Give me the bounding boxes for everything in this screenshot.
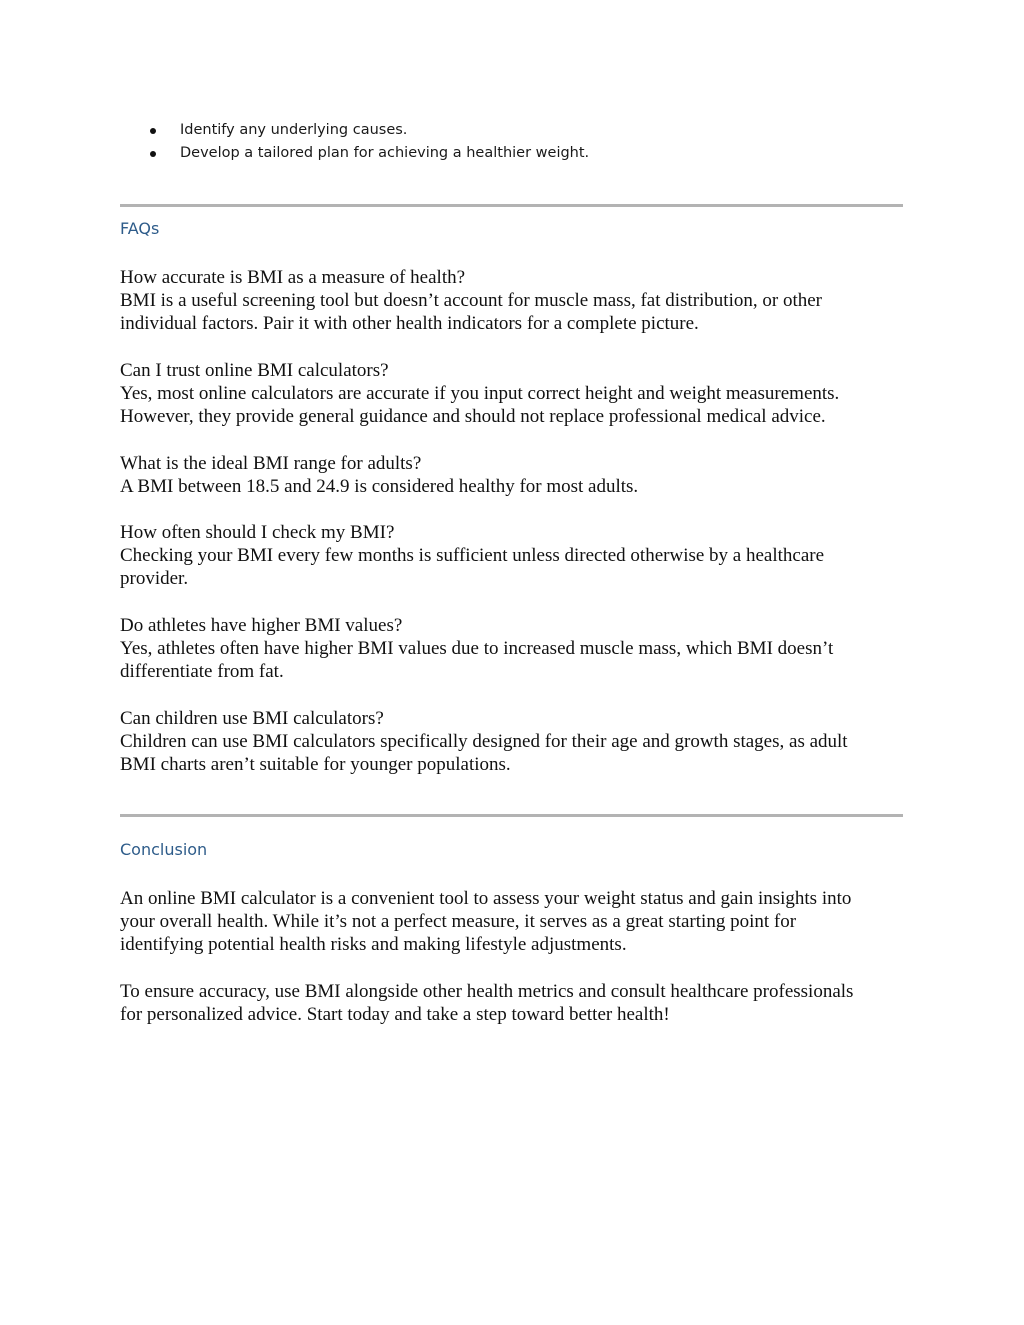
bullet-text: Develop a tailored plan for achieving a healthier weight. [180,145,590,161]
section-divider [120,814,903,817]
paragraph-line: An online BMI calculator is a convenient tool to assess your weight status and gain insights into [120,888,852,909]
faq-answer-line: However, they provide general guidance and should not replace professional medical advice. [120,406,826,428]
conclusion-paragraph [120,887,910,957]
faq-question: Do athletes have higher BMI values? [120,615,403,636]
paragraph-line: for personalized advice. Start today and take a step toward better health! [120,1004,670,1026]
bullet-icon [150,128,156,134]
paragraph-line: To ensure accuracy, use BMI alongside other health metrics and consult healthcare professionals [120,981,854,1002]
faqs-heading: FAQs [120,219,160,238]
faq-item [120,707,910,777]
faq-answer-line: provider. [120,568,189,590]
faq-answer-line: Children can use BMI calculators specifically designed for their age and growth stages, as adult [120,731,848,753]
faq-answer-line: individual factors. Pair it with other health indicators for a complete picture. [120,313,699,335]
conclusion-heading: Conclusion [120,840,208,859]
faq-question: Can I trust online BMI calculators? [120,360,389,381]
faq-item [120,266,910,336]
faq-question: Can children use BMI calculators? [120,708,384,729]
faq-answer-line: BMI charts aren’t suitable for younger populations. [120,754,511,776]
section-divider [120,204,903,207]
faq-item [120,521,910,591]
faq-item [120,614,910,684]
bullet-text: Identify any underlying causes. [180,122,408,138]
bullet-item [150,142,589,165]
faq-question: What is the ideal BMI range for adults? [120,453,422,474]
faq-item [120,359,910,429]
paragraph-line: identifying potential health risks and making lifestyle adjustments. [120,934,627,956]
bullet-item [150,119,589,142]
bullet-list [150,119,589,165]
faq-answer-line: Yes, athletes often have higher BMI values due to increased muscle mass, which BMI doesn’t [120,638,834,660]
faq-answer-line: differentiate from fat. [120,661,284,683]
faq-item [120,452,910,498]
faq-answer-line: Checking your BMI every few months is sufficient unless directed otherwise by a healthcare [120,545,825,567]
conclusion-paragraph [120,980,910,1026]
faq-question: How accurate is BMI as a measure of health? [120,267,466,288]
faq-question: How often should I check my BMI? [120,522,395,543]
bullet-icon [150,151,156,157]
faq-answer-line: BMI is a useful screening tool but doesn’t account for muscle mass, fat distribution, or other [120,290,822,312]
faq-answer-line: Yes, most online calculators are accurate if you input correct height and weight measurements. [120,383,840,405]
faq-answer-line: A BMI between 18.5 and 24.9 is considered healthy for most adults. [120,476,639,498]
paragraph-line: your overall health. While it’s not a perfect measure, it serves as a great starting point for [120,911,797,933]
